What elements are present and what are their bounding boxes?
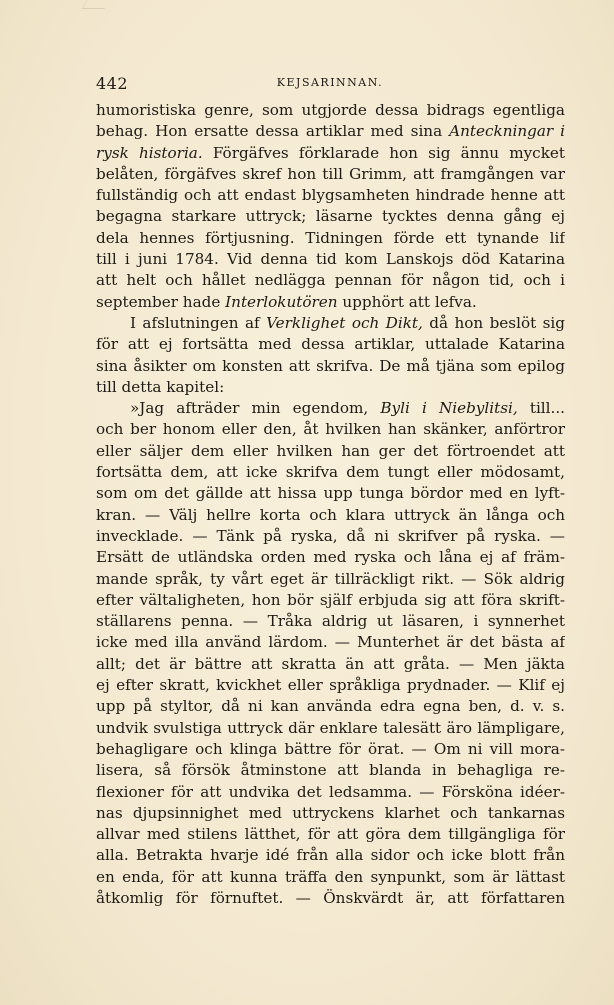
page-number: 442 <box>96 74 129 93</box>
text-line: eller säljer dem eller hvilken han ger det förtroendet att <box>96 441 565 460</box>
text-line: och ber honom eller den, åt hvilken han skänker, anförtror <box>96 420 565 439</box>
text-line: åtkomlig för förnuftet. — Önskvärdt är, att författaren <box>96 888 565 907</box>
text-line: ställarens penna. — Tråka aldrig ut läsaren, i synnerhet <box>96 612 565 631</box>
text-line: september hade Interlokutören upphört att lefva. <box>96 292 477 311</box>
italic-title: Interlokutören <box>225 292 338 311</box>
paragraph-2 <box>96 313 565 398</box>
text-line: I afslutningen af Verklighet och Dikt, då hon beslöt sig <box>130 313 565 332</box>
text-line: alla. Betrakta hvarje idé från alla sidor och icke blott från <box>96 846 565 865</box>
text-line: en enda, för att kunna träffa den synpunkt, som är lättast <box>96 867 565 886</box>
text-line: rysk historia. Förgäfves förklarade hon sig ännu mycket <box>96 143 565 162</box>
text-line: begagna starkare uttryck; läsarne tycktes denna gång ej <box>96 207 565 226</box>
text-line: ej efter skratt, kvickhet eller språkliga prydnader. — Klif ej <box>96 676 565 695</box>
text-line: efter vältaligheten, hon bör själf erbjuda sig att föra skrift- <box>96 590 565 609</box>
text-line: upp på styltor, då ni kan använda edra egna ben, d. v. s. <box>96 697 565 716</box>
text-line: fortsätta dem, att icke skrifva dem tungt eller mödosamt, <box>96 463 565 482</box>
text-line: kran. — Välj hellre korta och klara uttryck än långa och <box>96 505 565 524</box>
text-line: Ersätt de utländska orden med ryska och låna ej af främ- <box>96 548 565 567</box>
text-line: behag. Hon ersatte dessa artiklar med sina Anteckningar i <box>96 122 565 141</box>
text-line: icke med illa använd lärdom. — Munterhet är det bästa af <box>96 633 565 652</box>
paragraph-1 <box>96 100 565 313</box>
text-line: flexioner för att undvika det ledsamma. — Försköna idéer- <box>96 782 565 801</box>
text-line: som om det gällde att hissa upp tunga bördor med en lyft- <box>96 484 565 503</box>
text-line: »Jag afträder min egendom, Byli i Niebylitsi, till... <box>130 399 565 418</box>
text-line: behagligare och klinga bättre för örat. — Om ni vill mora- <box>96 739 565 758</box>
text-line: belåten, förgäfves skref hon till Grimm, att framgången var <box>96 164 565 183</box>
text-line: allt; det är bättre att skratta än att gråta. — Men jäkta <box>96 654 565 673</box>
body-text <box>96 100 565 909</box>
italic-title: rysk historia. <box>96 143 203 162</box>
italic-title: Byli i Niebylitsi, <box>380 399 518 418</box>
text-line: till detta kapitel: <box>96 377 225 396</box>
text-line: allvar med stilens lätthet, för att göra dem tillgängliga för <box>96 825 565 844</box>
text-line: att helt och hållet nedlägga pennan för någon tid, och i <box>96 271 565 290</box>
italic-title: Anteckningar i <box>449 122 565 141</box>
paragraph-3 <box>96 398 565 909</box>
text-line: lisera, så försök åtminstone att blanda in behagliga re- <box>96 761 565 780</box>
text-line: mande språk, ty vårt eget är tillräckligt rikt. — Sök aldrig <box>96 569 565 588</box>
page-corner-fold <box>81 0 109 9</box>
text-line: dela hennes förtjusning. Tidningen förde ett tynande lif <box>96 228 565 247</box>
text-line: invecklade. — Tänk på ryska, då ni skrifver på ryska. — <box>96 526 565 545</box>
running-title: KEJSARINNAN. <box>276 76 384 89</box>
text-line: undvik svulstiga uttryck där enklare talesätt äro lämpligare, <box>96 718 565 737</box>
italic-title: Verklighet och Dikt, <box>266 313 423 332</box>
text-line: sina åsikter om konsten att skrifva. De må tjäna som epilog <box>96 356 565 375</box>
page-header <box>96 74 564 94</box>
text-line: nas djupsinnighet med uttryckens klarhet och tankarnas <box>96 803 565 822</box>
text-line: för att ej fortsätta med dessa artiklar, uttalade Katarina <box>96 335 565 354</box>
text-line: fullständig och att endast blygsamheten hindrade henne att <box>96 186 565 205</box>
text-line: humoristiska genre, som utgjorde dessa bidrags egentliga <box>96 101 565 119</box>
text-line: till i juni 1784. Vid denna tid kom Lanskojs död Katarina <box>96 250 565 269</box>
